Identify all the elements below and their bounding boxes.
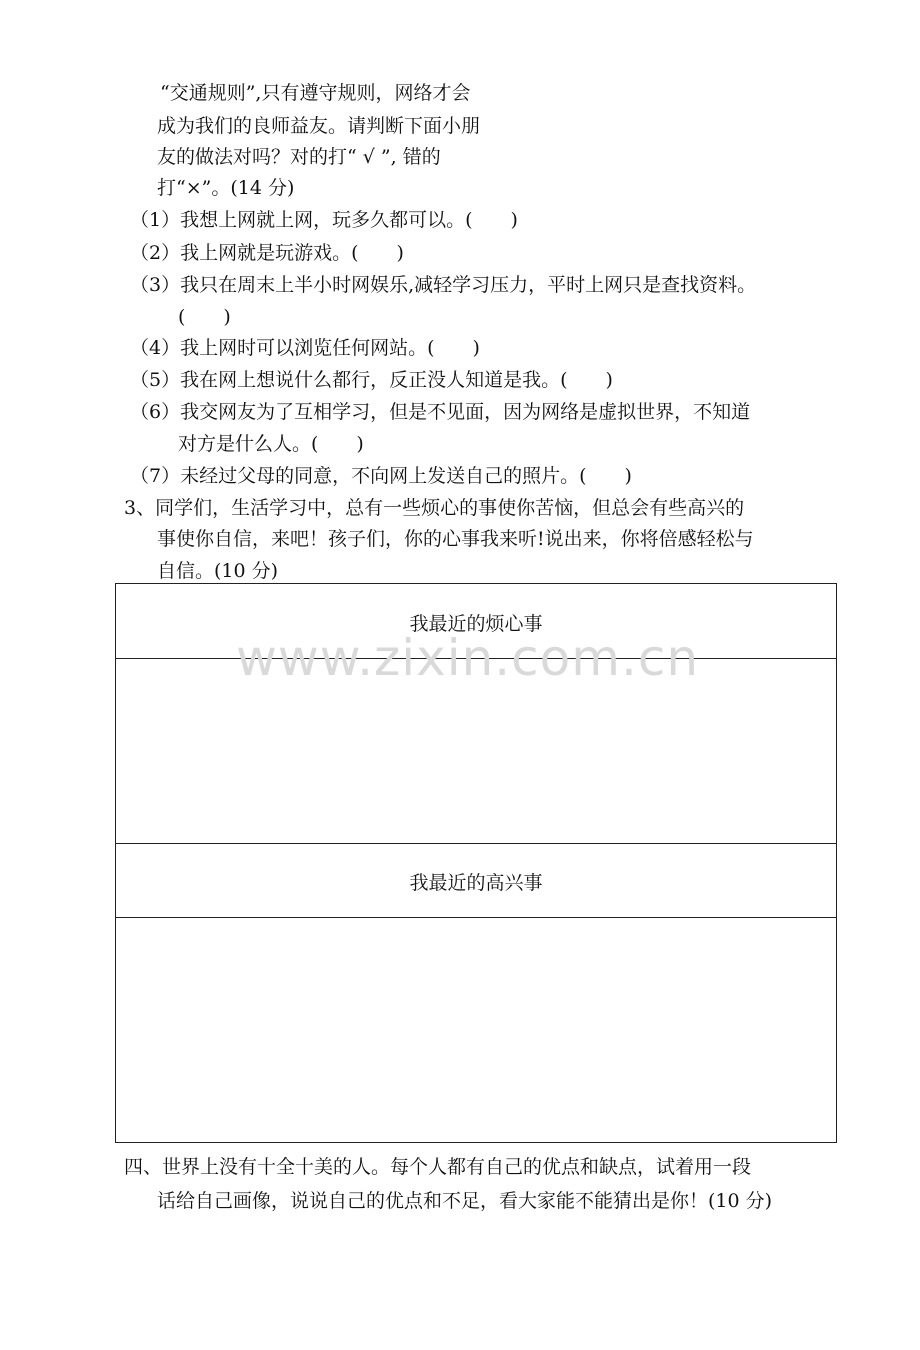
intro-line-2: 成为我们的良师益友。请判断下面小朋	[157, 115, 481, 137]
q4-line-2: 话给自己画像，说说自己的优点和不足，看大家能不能猜出是你！(10 分)	[157, 1190, 773, 1212]
q3-line-3: 自信。(10 分)	[157, 560, 279, 582]
happy-answer-area[interactable]	[116, 918, 836, 1142]
intro-line-3: 友的做法对吗？对的打“ √ ”, 错的	[157, 146, 441, 168]
intro-line-1: “交通规则”,只有遵守规则，网络才会	[160, 82, 471, 104]
q3-line-2: 事使你自信，来吧！孩子们，你的心事我来听!说出来，你将倍感轻松与	[157, 528, 754, 550]
item-5: （5）我在网上想说什么都行，反正没人知道是我。( )	[130, 369, 613, 391]
worry-answer-area[interactable]	[116, 659, 836, 842]
q4-line-1: 四、世界上没有十全十美的人。每个人都有自己的优点和缺点，试着用一段	[124, 1156, 752, 1178]
feelings-table	[115, 583, 837, 1143]
item-3-blank: ( )	[178, 306, 231, 328]
item-2: （2）我上网就是玩游戏。( )	[130, 242, 404, 264]
item-6-cont: 对方是什么人。( )	[178, 433, 364, 455]
q3-line-1: 3、同学们，生活学习中，总有一些烦心的事使你苦恼，但总会有些高兴的	[124, 497, 745, 519]
item-6: （6）我交网友为了互相学习，但是不见面，因为网络是虚拟世界，不知道	[130, 401, 751, 423]
item-7: （7）未经过父母的同意，不向网上发送自己的照片。( )	[130, 465, 632, 487]
item-3: （3）我只在周末上半小时网娱乐,减轻学习压力，平时上网只是查找资料。	[130, 274, 757, 296]
item-4: （4）我上网时可以浏览任何网站。( )	[130, 337, 480, 359]
divider	[116, 843, 836, 844]
item-1: （1）我想上网就上网，玩多久都可以。( )	[130, 209, 518, 231]
happy-title: 我最近的高兴事	[409, 872, 543, 894]
intro-line-4: 打“×”。(14 分)	[157, 177, 295, 199]
watermark: www.zixin.com.cn	[236, 629, 700, 687]
worry-title: 我最近的烦心事	[409, 613, 543, 635]
